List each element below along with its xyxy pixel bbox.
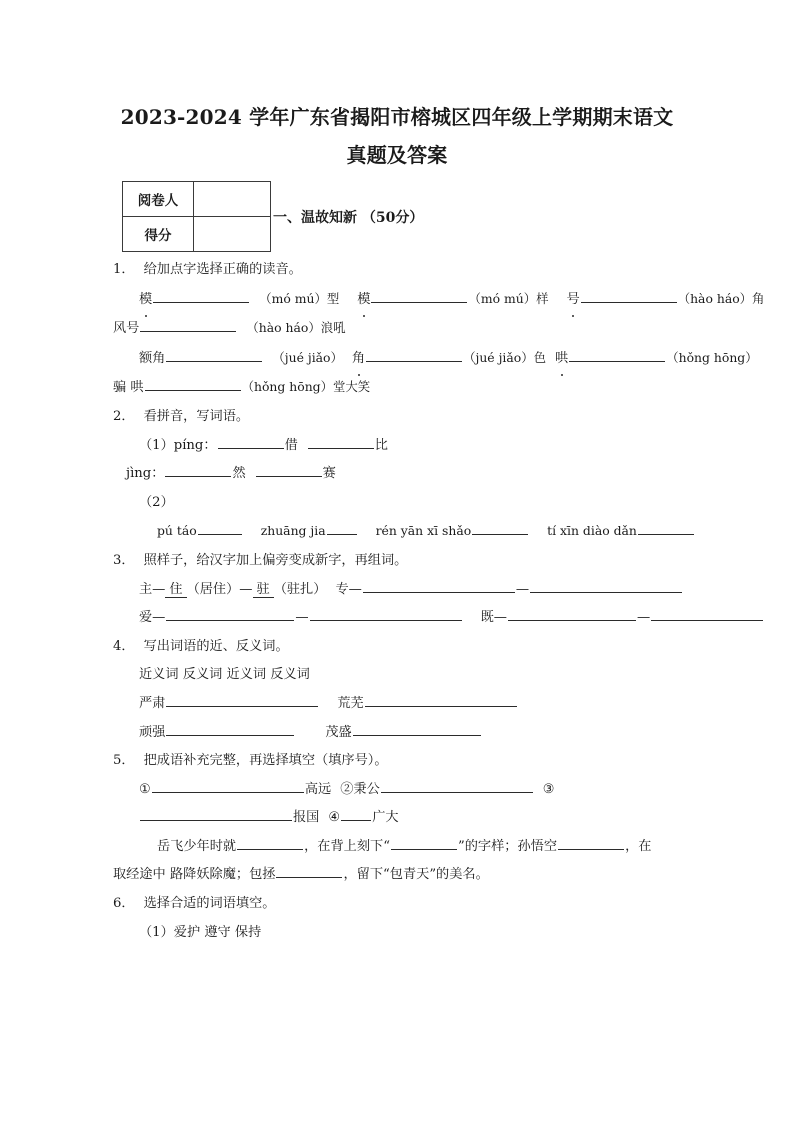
question-1-line-2 <box>113 314 683 344</box>
vocab-word: 顽强 <box>139 724 166 740</box>
pinyin-item: tí xīn diào dǎn <box>547 523 637 539</box>
question-1-line-1 <box>113 285 765 315</box>
question-1-text: 给加点字选择正确的读音。 <box>143 262 302 277</box>
question-1-line-4 <box>113 373 683 403</box>
answer-blank[interactable] <box>472 522 528 536</box>
question-1-word: 骗 哄 <box>113 380 144 396</box>
dash-separator: — <box>636 610 651 626</box>
word-suffix: 借 <box>284 437 298 453</box>
sample-char-2: 驻 <box>253 582 274 598</box>
base-char: 主— <box>139 581 166 597</box>
question-2-sub-2-label <box>113 489 683 518</box>
idiom-marker: ④ <box>328 810 341 826</box>
question-1-word: 风号 <box>113 321 140 337</box>
answer-blank[interactable] <box>638 522 694 536</box>
question-2-sub-1b <box>113 460 683 489</box>
question-5-passage-line-1 <box>113 833 683 862</box>
answer-blank[interactable] <box>353 722 481 736</box>
dash-separator: — <box>515 581 529 597</box>
answer-blank[interactable] <box>363 579 515 593</box>
answer-blank[interactable] <box>371 289 467 303</box>
score-block <box>122 181 423 252</box>
word-suffix: 赛 <box>322 466 336 482</box>
question-2-number: 2． <box>113 408 135 424</box>
question-4-stem <box>113 633 683 662</box>
base-char: 专— <box>335 581 362 597</box>
grader-value-cell[interactable] <box>194 182 271 217</box>
answer-blank[interactable] <box>166 348 262 362</box>
answer-blank[interactable] <box>327 522 357 536</box>
pinyin-choice: （mó mú）样 <box>468 290 549 306</box>
vocab-word: 严肃 <box>139 695 166 711</box>
question-4-line-1 <box>113 690 683 719</box>
pinyin-choice: （hào háo）浪吼 <box>246 320 346 336</box>
section-header: 一、温故知新 （50分） <box>273 209 424 226</box>
pinyin-choice: （hào háo）角 <box>677 290 765 306</box>
grader-label: 阅卷人 <box>123 182 194 217</box>
pinyin-choice: （jué jiǎo） <box>272 349 343 365</box>
synonym-antonym-headers: 近义词 反义词 近义词 反义词 <box>139 667 310 683</box>
pinyin-label: jìng： <box>126 466 165 482</box>
question-2-sub-1 <box>113 432 683 461</box>
pinyin-choice: （mó mú）型 <box>259 290 340 306</box>
question-1-number: 1． <box>113 262 135 277</box>
question-1-line-3 <box>113 344 758 374</box>
sub-label: （2） <box>139 494 174 510</box>
idiom-prefix: 秉公 <box>353 781 380 797</box>
idiom-marker: ③ <box>542 781 555 797</box>
idiom-suffix: 报国 <box>293 810 320 826</box>
vocab-word: 茂盛 <box>325 724 352 740</box>
idiom-marker: ② <box>340 781 354 797</box>
answer-blank[interactable] <box>569 348 665 362</box>
question-3-line-1 <box>113 576 683 605</box>
question-3-text: 照样子，给汉字加上偏旁变成新字，再组词。 <box>143 552 408 568</box>
sample-char-1: 住 <box>165 582 186 598</box>
passage-text: 岳飞少年时就 <box>157 838 237 854</box>
answer-blank[interactable] <box>166 693 318 707</box>
pinyin-item: rén yān xī shǎo <box>375 523 472 539</box>
answer-blank[interactable] <box>651 607 763 621</box>
question-2-text: 看拼音，写词语。 <box>143 408 250 424</box>
question-1-stem <box>113 256 683 285</box>
answer-blank[interactable] <box>365 693 517 707</box>
question-6-number: 6． <box>113 896 135 912</box>
answer-blank[interactable] <box>153 289 249 303</box>
question-4-headers <box>113 661 683 690</box>
answer-blank[interactable] <box>140 319 236 333</box>
answer-blank[interactable] <box>165 463 231 477</box>
question-4-text: 写出词语的近、反义词。 <box>143 638 289 654</box>
idiom-marker: ① <box>139 781 151 797</box>
answer-blank[interactable] <box>145 378 241 392</box>
question-5-number: 5． <box>113 753 135 769</box>
answer-blank[interactable] <box>166 607 294 621</box>
answer-blank[interactable] <box>581 289 677 303</box>
answer-blank[interactable] <box>508 607 636 621</box>
question-3-number: 3． <box>113 552 135 568</box>
sample-word-1: （居住）— <box>186 581 253 597</box>
passage-text: ，留下“包青天”的美名。 <box>343 867 489 883</box>
question-5-text: 把成语补充完整，再选择填空（填序号）。 <box>143 753 388 769</box>
pinyin-choice: （hǒng hōng） <box>666 349 758 365</box>
question-4-number: 4． <box>113 638 135 654</box>
page-title-line-1: 2023-2024 学年广东省揭阳市榕城区四年级上学期期末语文 <box>120 105 674 129</box>
dotted-char: 角 <box>352 345 365 374</box>
answer-blank[interactable] <box>218 435 284 449</box>
question-4-line-2 <box>113 719 683 748</box>
answer-blank[interactable] <box>391 836 457 850</box>
passage-text: ，在背上刻下“ <box>304 838 390 854</box>
answer-blank[interactable] <box>381 779 533 793</box>
question-5-stem <box>113 747 683 776</box>
dotted-char: 号 <box>567 286 580 315</box>
answer-blank[interactable] <box>256 463 322 477</box>
page-title <box>108 98 686 174</box>
idiom-suffix: 高远 <box>304 781 332 797</box>
passage-text: ”的字样；孙悟空 <box>458 838 558 854</box>
dotted-char: 哄 <box>555 345 568 374</box>
answer-blank[interactable] <box>530 579 682 593</box>
question-2-sub-2-items <box>113 517 683 547</box>
passage-text: 取经途中 路降妖除魔；包拯 <box>113 867 276 883</box>
score-table <box>122 181 271 252</box>
answer-blank[interactable] <box>276 865 342 879</box>
answer-blank[interactable] <box>310 607 462 621</box>
base-char: 爱— <box>139 610 166 626</box>
answer-blank[interactable] <box>140 808 292 822</box>
pinyin-choice: （hǒng hōng）堂大笑 <box>241 379 371 395</box>
dash-separator: — <box>295 610 309 626</box>
word-suffix: 然 <box>232 466 246 482</box>
dotted-char: 模 <box>357 286 370 315</box>
question-5-passage-line-2 <box>113 861 683 890</box>
dotted-char: 模 <box>139 286 152 315</box>
sample-word-2: （驻扎） <box>273 581 327 597</box>
answer-blank[interactable] <box>198 522 242 536</box>
idiom-suffix: 广大 <box>372 810 399 826</box>
answer-blank[interactable] <box>366 348 462 362</box>
pinyin-label: （1）píng： <box>139 437 217 453</box>
question-3-line-2 <box>113 604 683 633</box>
answer-blank[interactable] <box>341 808 371 822</box>
table-row <box>123 217 271 252</box>
question-6-stem <box>113 890 683 919</box>
answer-blank[interactable] <box>237 836 303 850</box>
vocab-word: 荒芜 <box>337 695 364 711</box>
pinyin-choice: （jué jiǎo）色 <box>463 349 547 365</box>
passage-text: ，在 <box>625 838 652 854</box>
answer-blank[interactable] <box>308 435 374 449</box>
table-row <box>123 182 271 217</box>
pinyin-item: zhuāng jia <box>260 523 326 539</box>
question-2-stem <box>113 403 683 432</box>
answer-blank[interactable] <box>558 836 624 850</box>
score-label: 得分 <box>123 217 194 252</box>
base-char: 既— <box>480 610 507 626</box>
question-6-text: 选择合适的词语填空。 <box>143 896 276 912</box>
page-title-line-2: 真题及答案 <box>346 143 448 167</box>
question-3-stem <box>113 547 683 576</box>
pinyin-item: pú táo <box>157 523 197 539</box>
question-6-sub-1 <box>113 919 683 948</box>
answer-blank[interactable] <box>152 779 304 793</box>
word-choices: （1）爱护 遵守 保持 <box>139 924 262 940</box>
exam-body <box>113 256 765 947</box>
question-1-word: 额角 <box>139 350 166 366</box>
answer-blank[interactable] <box>166 722 294 736</box>
score-value-cell[interactable] <box>194 217 271 252</box>
word-suffix: 比 <box>374 437 388 453</box>
question-5-idioms <box>113 776 683 833</box>
